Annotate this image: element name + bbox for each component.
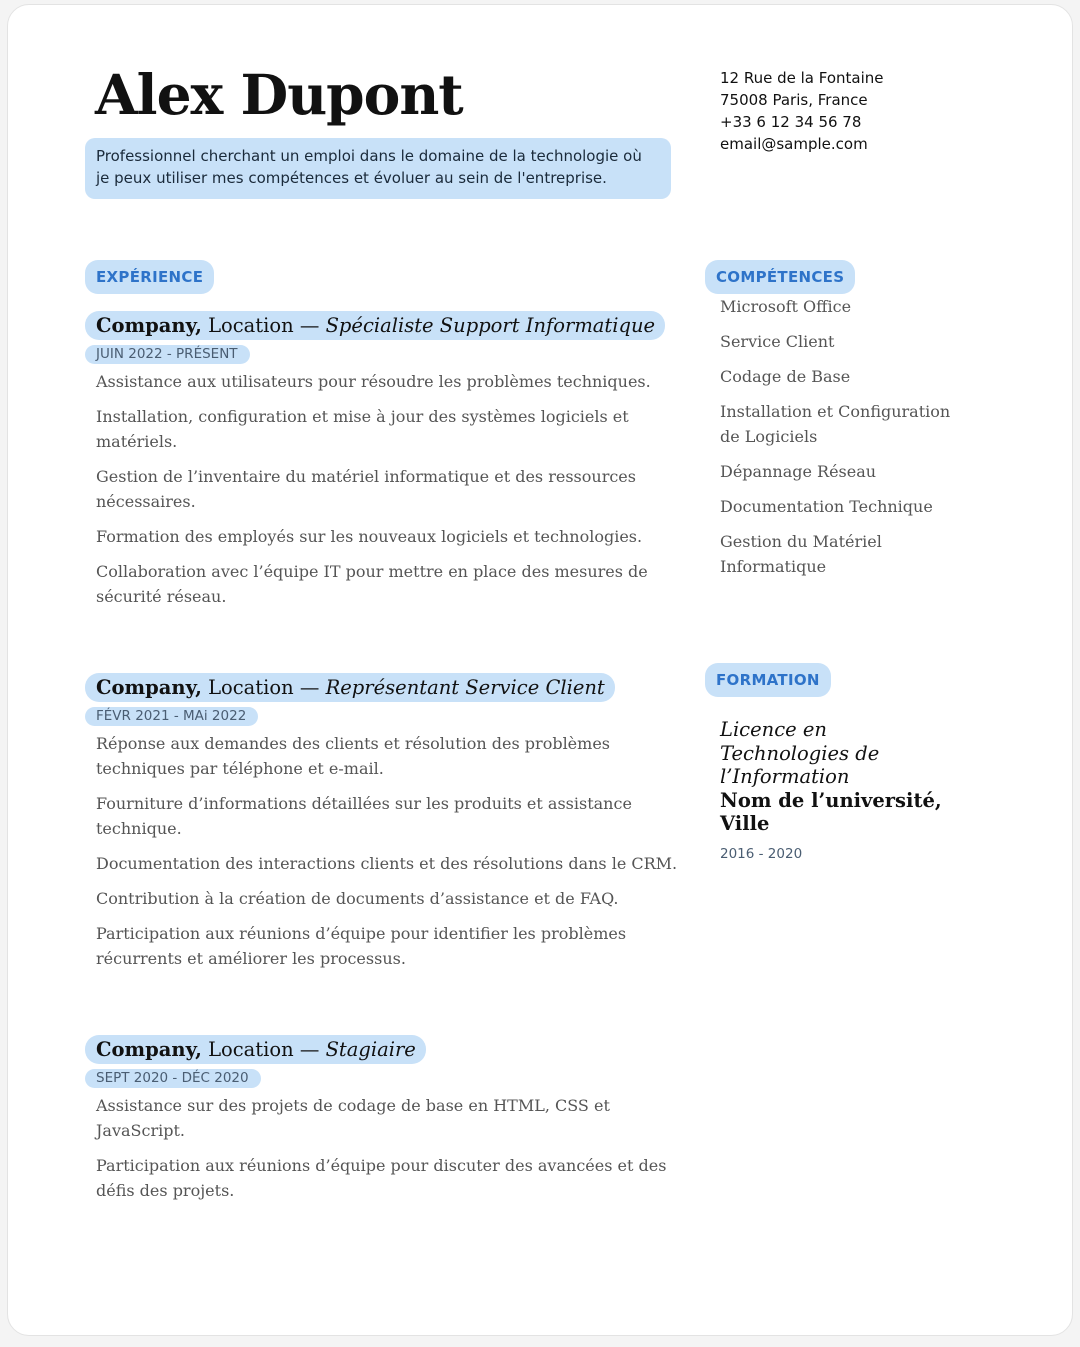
job-location: Location — bbox=[201, 1038, 326, 1061]
skill-item: Microsoft Office bbox=[720, 297, 852, 316]
job-title bbox=[85, 673, 615, 702]
section-heading-skills: COMPÉTENCES bbox=[705, 260, 855, 294]
job-location: Location — bbox=[201, 314, 326, 337]
job-role: Stagiaire bbox=[325, 1038, 416, 1061]
job-entry bbox=[85, 1035, 685, 1213]
professional-summary: Professionnel cherchant un emploi dans le domaine de la technologie où je peux utiliser mes compétences et évoluer au sein de l'entreprise. bbox=[85, 138, 671, 199]
job-company: Company, bbox=[96, 676, 202, 699]
contact-block bbox=[720, 67, 884, 155]
education-years: 2016 - 2020 bbox=[720, 845, 803, 862]
responsibility-item: Contribution à la création de documents d’assistance et de FAQ. bbox=[96, 889, 619, 908]
job-entry bbox=[85, 673, 685, 981]
job-responsibilities bbox=[85, 1093, 685, 1203]
section-heading-education: FORMATION bbox=[705, 663, 831, 697]
address-line-2: 75008 Paris, France bbox=[720, 91, 868, 109]
job-title bbox=[85, 311, 665, 340]
skill-item: Service Client bbox=[720, 332, 835, 351]
resume-page bbox=[7, 4, 1073, 1336]
section-heading-experience: EXPÉRIENCE bbox=[85, 260, 214, 294]
skill-item: Documentation Technique bbox=[720, 497, 933, 516]
skill-item: Gestion du Matériel Informatique bbox=[720, 532, 882, 576]
responsibility-item: Réponse aux demandes des clients et résolution des problèmes techniques par téléphone et e-mail. bbox=[96, 734, 610, 778]
responsibility-item: Participation aux réunions d’équipe pour identifier les problèmes récurrents et améliorer les processus. bbox=[96, 924, 627, 968]
job-dates: FÉVR 2021 - MAi 2022 bbox=[85, 707, 258, 726]
phone-number: +33 6 12 34 56 78 bbox=[720, 113, 862, 131]
job-dates: JUIN 2022 - PRÉSENT bbox=[85, 345, 250, 364]
job-responsibilities bbox=[85, 369, 685, 609]
job-dates: SEPT 2020 - DÉC 2020 bbox=[85, 1069, 261, 1088]
responsibility-item: Collaboration avec l’équipe IT pour mettre en place des mesures de sécurité réseau. bbox=[96, 562, 648, 606]
job-role: Spécialiste Support Informatique bbox=[325, 314, 656, 337]
responsibility-item: Formation des employés sur les nouveaux logiciels et technologies. bbox=[96, 527, 643, 546]
skill-item: Installation et Configuration de Logiciels bbox=[720, 402, 951, 446]
job-role: Représentant Service Client bbox=[325, 676, 605, 699]
responsibility-item: Fourniture d’informations détaillées sur les produits et assistance technique. bbox=[96, 794, 632, 838]
responsibility-item: Installation, configuration et mise à jour des systèmes logiciels et matériels. bbox=[96, 407, 629, 451]
email-address: email@sample.com bbox=[720, 135, 868, 153]
job-location: Location — bbox=[201, 676, 326, 699]
education-entry bbox=[720, 718, 960, 864]
job-responsibilities bbox=[85, 731, 685, 971]
job-title bbox=[85, 1035, 426, 1064]
job-company: Company, bbox=[96, 314, 202, 337]
responsibility-item: Documentation des interactions clients et des résolutions dans le CRM. bbox=[96, 854, 678, 873]
skill-item: Dépannage Réseau bbox=[720, 462, 877, 481]
school-name: Nom de l’université, Ville bbox=[720, 788, 942, 835]
skills-list bbox=[720, 294, 960, 589]
skill-item: Codage de Base bbox=[720, 367, 851, 386]
degree-title: Licence en Technologies de l’Information bbox=[720, 718, 880, 788]
responsibility-item: Assistance aux utilisateurs pour résoudre les problèmes techniques. bbox=[96, 372, 651, 391]
job-company: Company, bbox=[96, 1038, 202, 1061]
responsibility-item: Assistance sur des projets de codage de base en HTML, CSS et JavaScript. bbox=[96, 1096, 610, 1140]
job-entry bbox=[85, 311, 685, 619]
responsibility-item: Participation aux réunions d’équipe pour discuter des avancées et des défis des projets. bbox=[96, 1156, 667, 1200]
responsibility-item: Gestion de l’inventaire du matériel informatique et des ressources nécessaires. bbox=[96, 467, 636, 511]
address-line-1: 12 Rue de la Fontaine bbox=[720, 69, 884, 87]
candidate-name: Alex Dupont bbox=[95, 62, 463, 127]
